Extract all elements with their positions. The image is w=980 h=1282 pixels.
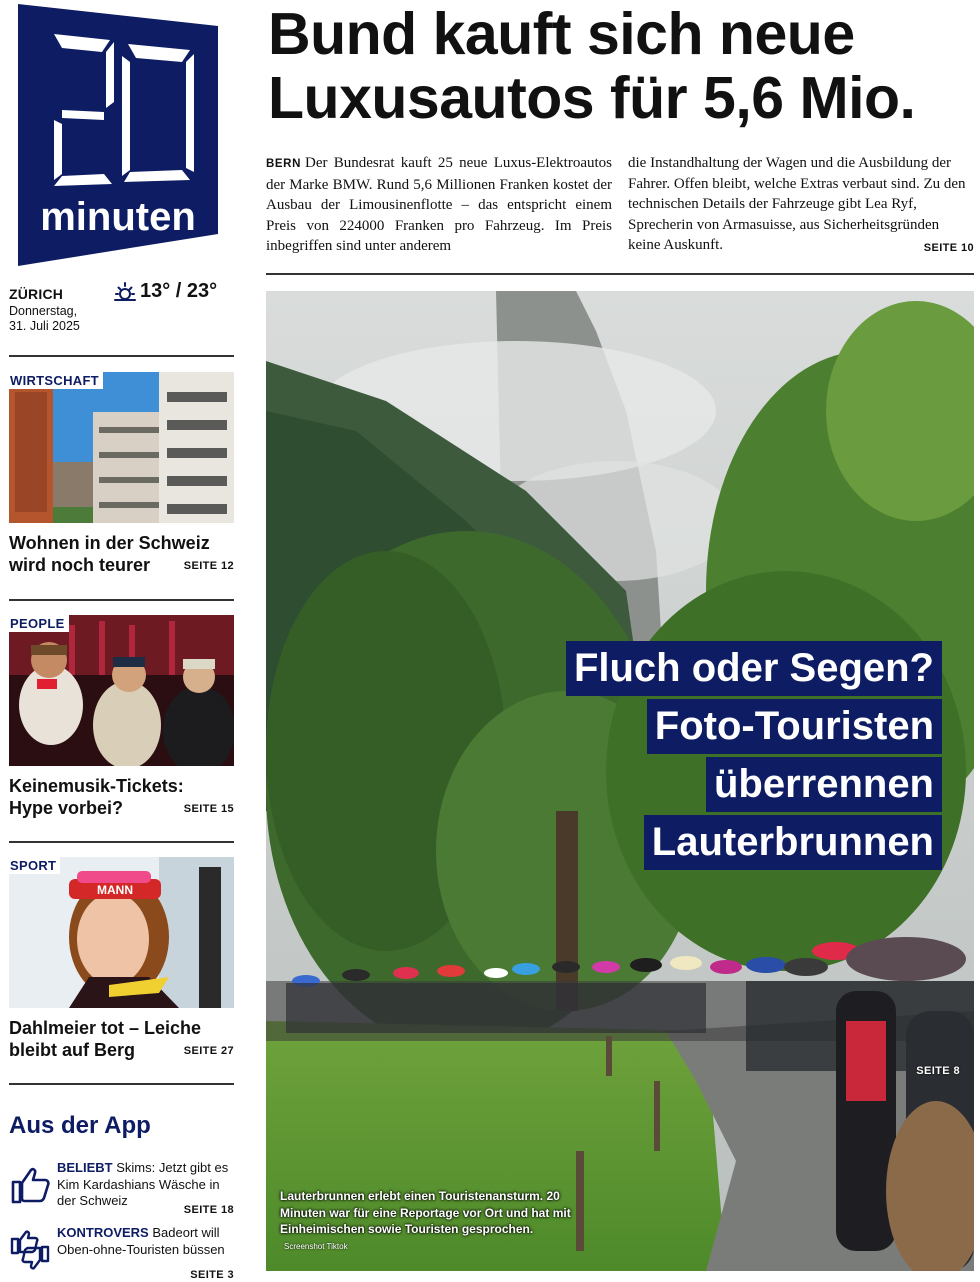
dateline: BERN (266, 158, 301, 170)
photo-credit: Screenshot Tiktok (284, 1242, 348, 1251)
weather-date-value: 31. Juli 2025 (9, 319, 80, 333)
lead-headline[interactable] (268, 2, 973, 130)
divider (266, 273, 974, 275)
page-reference: SEITE 27 (183, 1045, 234, 1057)
app-item-text (57, 1225, 234, 1258)
app-keyword: BELIEBT (57, 1160, 113, 1175)
teaser-title: Keinemusik-Tickets: Hype vorbei? (9, 776, 184, 818)
weather-temperature: 13° / 23° (140, 280, 218, 302)
app-item-beliebt[interactable] (9, 1160, 234, 1216)
teaser-image-djs[interactable] (9, 615, 234, 766)
page-reference: SEITE 18 (183, 1204, 234, 1216)
category-label: PEOPLE (9, 615, 69, 632)
thumbs-up-down-icon (9, 1229, 51, 1271)
teaser-title: Wohnen in der Schweiz wird noch teurer (9, 533, 210, 575)
photo-headline-line: Lauterbrunnen (644, 815, 942, 870)
category-label: SPORT (9, 857, 60, 874)
app-item-kontrovers[interactable] (9, 1225, 234, 1281)
headline-line: Bund kauft sich neue (268, 1, 855, 67)
page-reference: SEITE 12 (183, 560, 234, 572)
app-section-title: Aus der App (9, 1112, 151, 1139)
svg-text:MANN: MANN (97, 883, 133, 897)
brand-logo[interactable] (18, 4, 218, 266)
divider (9, 355, 234, 357)
page-reference: SEITE 10 (923, 242, 974, 254)
sun-icon (113, 280, 137, 304)
teaser-wirtschaft[interactable] (9, 372, 234, 582)
weather-city: ZÜRICH (9, 286, 64, 302)
divider (9, 599, 234, 601)
divider (9, 1083, 234, 1085)
lead-text: die Instandhaltung der Wagen und die Ausbildung der Fahrer. Offen bleibt, welche Extras verbaut sind. Zu den technischen Details der Fahrzeuge gibt Lea Ryf, Sprecherin von Armasuisse, aus Sicherheitsgründen keine Auskunft. (628, 155, 966, 253)
teaser-people[interactable] (9, 615, 234, 825)
thumbs-up-icon (9, 1164, 51, 1206)
photo-headline-line: Foto-Touristen (647, 699, 942, 754)
app-keyword: KONTROVERS (57, 1225, 149, 1240)
category-label: WIRTSCHAFT (9, 372, 103, 389)
teaser-sport[interactable] (9, 857, 234, 1067)
lead-column-1 (266, 153, 612, 257)
page-reference: SEITE 8 (916, 1065, 960, 1077)
app-text: Skims: Jetzt gibt es Kim Kardashians Wäsche in der Schweiz (57, 1160, 229, 1208)
weather-date (9, 304, 80, 334)
headline-line: Luxusautos für 5,6 Mio. (268, 65, 916, 131)
logo-word: minuten (40, 195, 196, 239)
teaser-title: Dahlmeier tot – Leiche bleibt auf Berg (9, 1018, 202, 1060)
page-reference: SEITE 15 (183, 803, 234, 815)
app-item-text (57, 1160, 234, 1210)
weather-box (9, 280, 235, 340)
app-text: Badeort will Oben-ohne-Touristen büssen (57, 1225, 225, 1257)
lead-column-2 (628, 153, 974, 259)
divider (9, 841, 234, 843)
photo-headline-line: Fluch oder Segen? (566, 641, 942, 696)
lead-text: Der Bundesrat kauft 25 neue Luxus-Elektroautos der Marke BMW. Rund 5,6 Millionen Franken kostet der Ausbau der Limousinenflotte – das entspricht einem Preis von 224000 Franken pro Fahrzeug. Im Preis inbegriffen sind unter anderem (266, 155, 612, 254)
main-photo-lauterbrunnen[interactable] (266, 291, 974, 1271)
teaser-image-buildings[interactable] (9, 372, 234, 523)
photo-headline[interactable] (566, 638, 942, 870)
photo-headline-line: überrennen (706, 757, 942, 812)
page-reference: SEITE 3 (190, 1269, 234, 1281)
lead-body (266, 153, 974, 258)
weather-day: Donnerstag, (9, 304, 78, 318)
teaser-image-athlete[interactable] (9, 857, 234, 1008)
photo-caption: Lauterbrunnen erlebt einen Touristenansturm. 20 Minuten war für eine Reportage vor Ort und hat mit Einheimischen sowie Touristen gesprochen. (280, 1189, 571, 1236)
